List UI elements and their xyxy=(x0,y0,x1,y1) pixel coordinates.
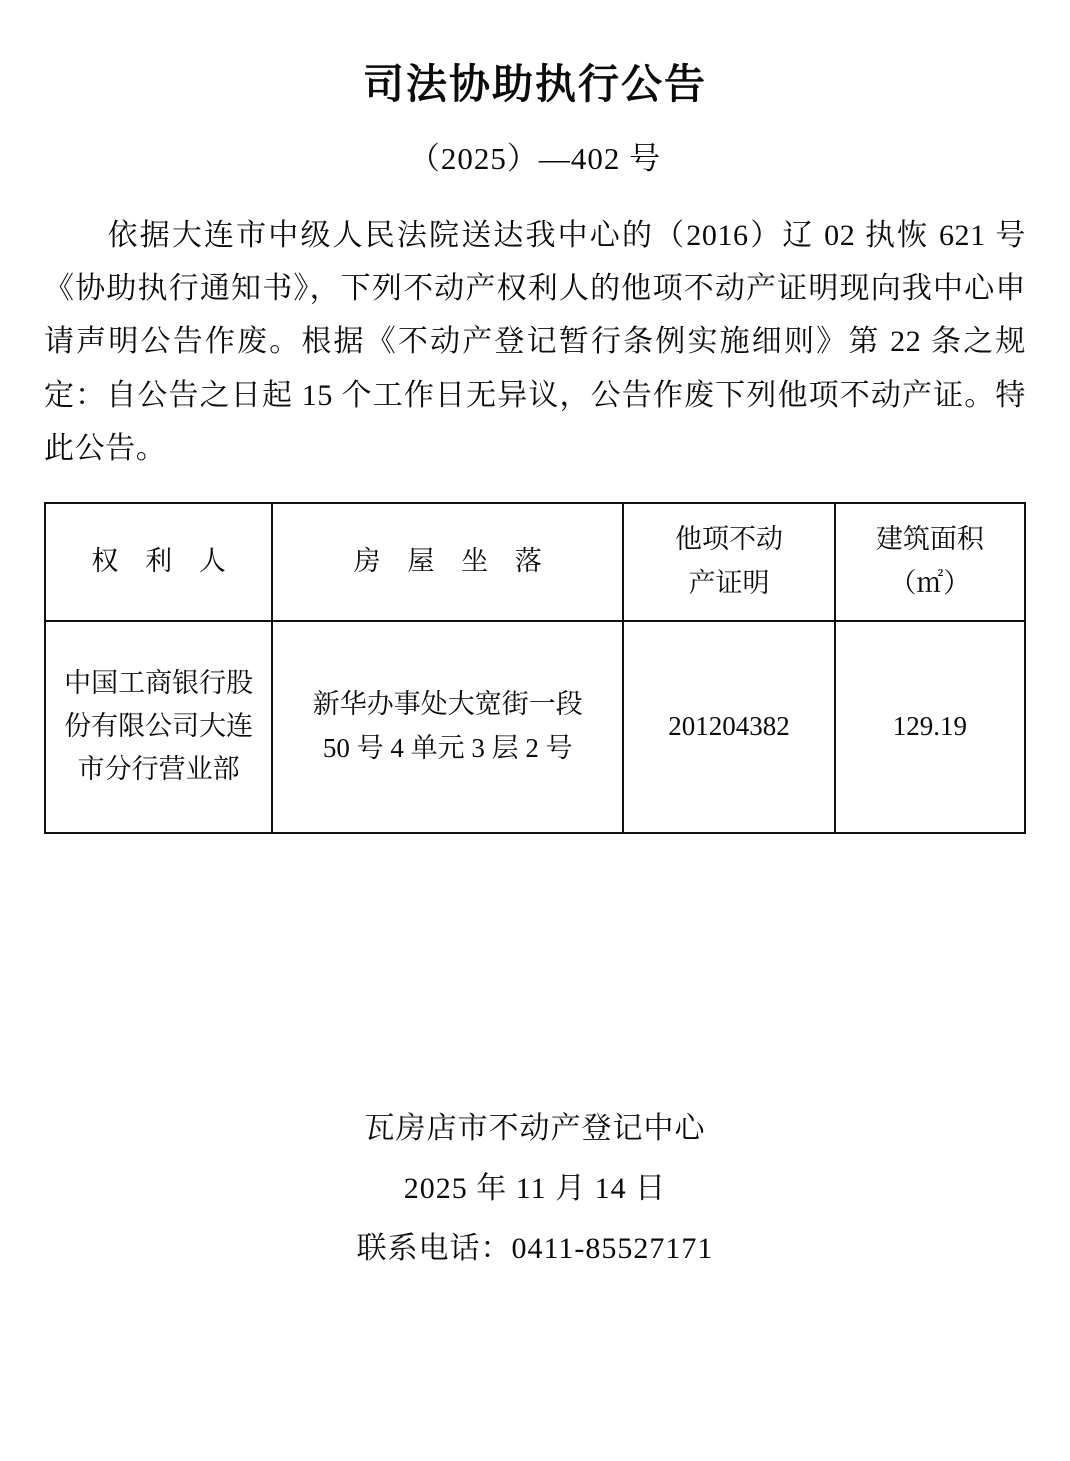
table-header-row xyxy=(45,503,1025,621)
table-header-area-line1: 建筑面积 xyxy=(875,524,984,555)
table-cell-area: 129.19 xyxy=(835,621,1025,833)
table-header-location xyxy=(272,503,623,621)
table-cell-location xyxy=(272,621,623,833)
table-header-certificate-line2: 产证明 xyxy=(688,567,770,598)
location-line-1: 新华办事处大宽街一段 xyxy=(312,689,583,720)
location-value xyxy=(279,683,616,769)
table-header-owner-label: 权 利 人 xyxy=(91,546,236,577)
footer-issuer: 瓦房店市不动产登记中心 xyxy=(364,1111,706,1145)
document-number: （2025）—402 号 xyxy=(408,141,662,177)
table-header-owner xyxy=(45,503,272,621)
table-cell-owner xyxy=(45,621,272,833)
table-header-area xyxy=(835,503,1025,621)
table-row xyxy=(45,621,1025,833)
owner-line-2: 份有限公司大连 xyxy=(64,711,254,742)
notice-table xyxy=(44,502,1026,834)
table-header-certificate xyxy=(623,503,835,621)
page-title: 司法协助执行公告 xyxy=(363,61,707,107)
footer-contact: 联系电话：0411-85527171 xyxy=(356,1231,714,1265)
notice-body xyxy=(44,209,1026,476)
document-footer xyxy=(44,1099,1026,1279)
owner-line-1: 中国工商银行股 xyxy=(64,667,254,698)
notice-body-text: 依据大连市中级人民法院送达我中心的（2016）辽 02 执恢 621 号《协助执行通知书》，下列不动产权利人的他项不动产证明现向我中心申请声明公告作废。根据《不动产登记暂行条例实施细则》第 22 条之规定：自公告之日起 15 个工作日无异议，公告作废下列他项不动产证。特此公告。 xyxy=(44,218,1026,466)
table-header-certificate-line1: 他项不动 xyxy=(675,524,784,555)
owner-value xyxy=(52,662,265,792)
table-header-area-line2: （㎡） xyxy=(889,567,971,598)
owner-line-3: 市分行营业部 xyxy=(77,754,240,785)
location-line-2: 50 号 4 单元 3 层 2 号 xyxy=(322,732,573,763)
table-header-certificate-label xyxy=(630,518,828,604)
table-header-area-label xyxy=(842,518,1018,604)
table-cell-certificate: 201204382 xyxy=(623,621,835,833)
table-header-location-label: 房 屋 坐 落 xyxy=(353,546,552,577)
footer-date: 2025 年 11 月 14 日 xyxy=(403,1171,667,1205)
